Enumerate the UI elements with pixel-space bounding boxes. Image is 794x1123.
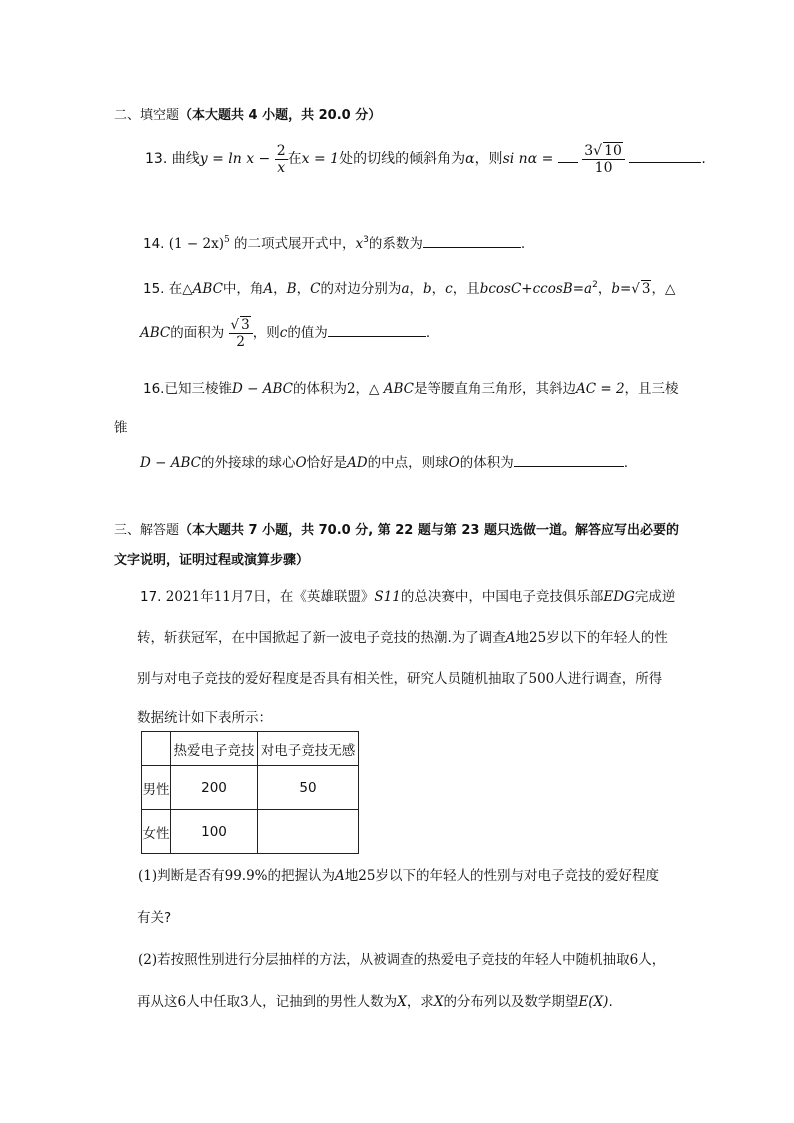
q13-fraction: $\frac{2}{x}$ [276,142,286,176]
q16-number: 16. [143,381,165,397]
question-13 [145,142,706,176]
q15-blank [328,322,426,337]
table-header-cell: 热爱电子竞技 [171,732,258,766]
section-2-note: （本大题共 4 小题，共 20.0 分） [179,108,382,123]
question-17-line-2: 转，斩获冠军，在中国掀起了新一波电子竞技的热潮.为了调查A地25岁以下的年轻人的性 [137,630,668,646]
q13-alpha: α [465,151,475,167]
q14-blank [423,233,521,248]
table-cell: 50 [258,766,359,810]
question-16: 16.已知三棱锥D − ABC的体积为2，△ ABC是等腰直角三角形，其斜边AC = 2，且三棱 [143,381,679,397]
table-cell [258,810,359,854]
q13-answer-fraction: $\frac{3√ 10}{10}$ [582,142,625,176]
q14-text-1: 的二项式展开式中， [234,236,356,252]
q13-text-2: 在 [287,151,302,167]
question-17-part-1: (1)判断是否有99.9%的把握认为A地25岁以下的年轻人的性别与对电子竞技的爱好程度 [138,868,659,884]
q13-blank-left [558,148,578,163]
q15-area-fraction: $\frac{√ 3}{2}$ [229,316,253,350]
question-17-line-1: 17. 2021年11月7日，在《英雄联盟》S11的总决赛中，中国电子竞技俱乐部EDG完成逆 [140,589,676,605]
section-3-heading [114,519,679,538]
question-16-line-2: 锥 [114,420,128,436]
q15-abc: ABC [192,281,223,297]
question-15: 15. 在△ABC中，角A，B，C的对边分别为a，b，c，且$bcosC+ccosB=a^2$，b=√ 3，△ [143,280,676,297]
survey-table [141,731,359,854]
q14-end: . [520,236,526,252]
table-row [142,766,359,810]
q13-text-3: 处的切线的倾斜角为 [339,151,466,167]
q14-expr: $(1 - 2x)^5$ [168,235,230,252]
q15-condition: bcosC+ccosB=a [479,281,593,297]
question-17-line-4: 数据统计如下表所示： [137,710,272,726]
table-header-cell: 对电子竞技无感 [258,732,359,766]
question-17-part-1-line-2: 有关? [137,910,172,926]
q13-expr-b: x = 1 [301,151,340,167]
question-14 [143,232,525,252]
table-cell: 男性 [142,766,171,810]
section-2-title: 二、填空题 [114,108,180,123]
question-15-line-2: ABC的面积为 $\frac{√ 3}{2}$ ，则c的值为 . [140,317,431,350]
q14-x-exp: 3 [363,235,369,245]
q14-x: x [355,236,364,252]
q16-blank [514,452,624,467]
table-cell: 女性 [142,810,171,854]
q14-text-2: 的系数为 [368,236,423,252]
table-header-cell [142,732,171,766]
section-3-note-line-2: 文字说明，证明过程或演算步骤） [114,553,310,568]
q15-root3: 3 [641,281,651,297]
table-row [142,810,359,854]
q13-number: 13. [145,151,168,167]
q15-number: 15. [143,281,165,297]
q13-expr-c: si nα = [502,151,554,167]
q13-blank-right [629,148,701,163]
q17-number: 17. [140,589,162,605]
q13-text-1: 曲线 [171,151,200,167]
section-2-heading [114,104,381,123]
q13-text-4: ，则 [474,151,503,167]
table-header-row [142,732,359,766]
question-17-part-2-line-2: 再从这6人中任取3人，记抽到的男性人数为X，求X的分布列以及数学期望E(X). [137,994,613,1010]
question-16-line-3: D − ABC的外接球的球心O恰好是AD的中点，则球O的体积为 . [140,451,628,471]
section-3-note: （本大题共 7 小题，共 70.0 分, 第 22 题与第 23 题只选做一道。解答应写出必要的 [179,523,679,538]
question-17-line-3: 别与对电子竞技的爱好程度是否具有相关性，研究人员随机抽取了500人进行调查，所得 [137,671,663,687]
q14-number: 14. [143,236,165,252]
table-cell: 200 [171,766,258,810]
table-cell: 100 [171,810,258,854]
section-3-title: 三、解答题 [114,523,180,538]
question-17-part-2: (2)若按照性别进行分层抽样的方法，从被调查的热爱电子竞技的年轻人中随机抽取6人， [138,952,666,968]
q13-expr-a: y = ln x − [199,151,271,167]
q13-end: . [701,151,706,167]
